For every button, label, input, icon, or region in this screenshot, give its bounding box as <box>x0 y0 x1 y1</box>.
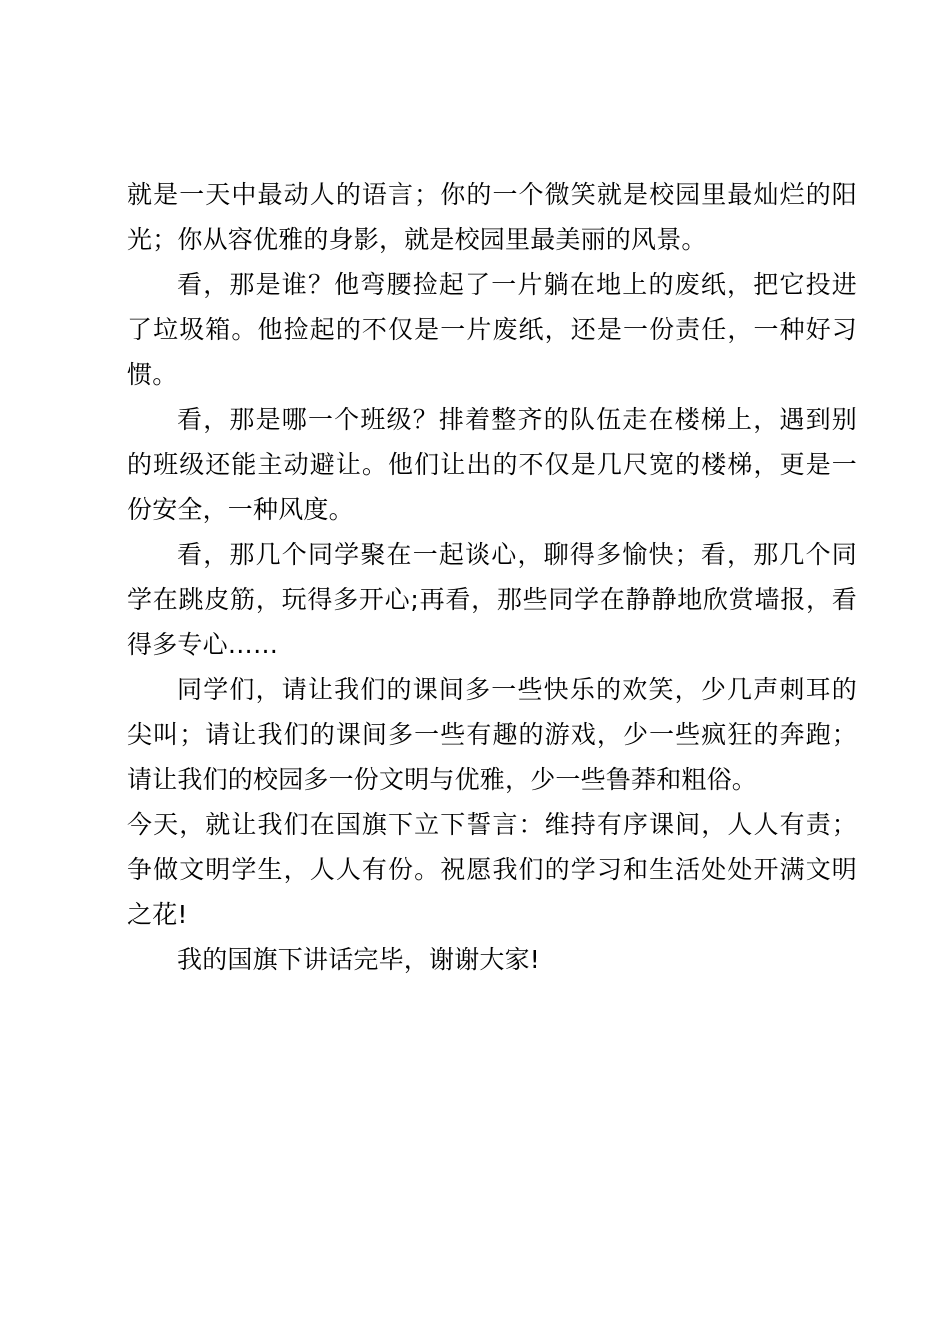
paragraph-appeal: 同学们，请让我们的课间多一些快乐的欢笑，少几声刺耳的尖叫；请让我们的课间多一些有趣的游戏，少一些疯狂的奔跑；请让我们的校园多一份文明与优雅，少一些鲁莽和粗俗。 <box>127 675 857 794</box>
paragraph-stairs: 看，那是哪一个班级？排着整齐的队伍走在楼梯上，遇到别的班级还能主动避让。他们让出的不仅是几尺宽的楼梯，更是一份安全，一种风度。 <box>127 405 857 524</box>
paragraph-pledge: 今天，就让我们在国旗下立下誓言：维持有序课间，人人有责；争做文明学生，人人有份。祝愿我们的学习和生活处处开满文明之花! <box>127 810 857 929</box>
paragraph-classmates: 看，那几个同学聚在一起谈心，聊得多愉快；看，那几个同学在跳皮筋，玩得多开心;再看，那些同学在静静地欣赏墙报，看得多专心…… <box>127 540 857 659</box>
paragraph-closing: 我的国旗下讲话完毕，谢谢大家! <box>177 945 541 974</box>
paragraph-continuation: 就是一天中最动人的语言；你的一个微笑就是校园里最灿烂的阳光；你从容优雅的身影，就是校园里最美丽的风景。 <box>127 180 857 254</box>
paragraph-waste-paper: 看，那是谁？他弯腰捡起了一片躺在地上的废纸，把它投进了垃圾箱。他捡起的不仅是一片废纸，还是一份责任，一种好习惯。 <box>127 270 857 389</box>
speech-text <box>127 172 857 982</box>
